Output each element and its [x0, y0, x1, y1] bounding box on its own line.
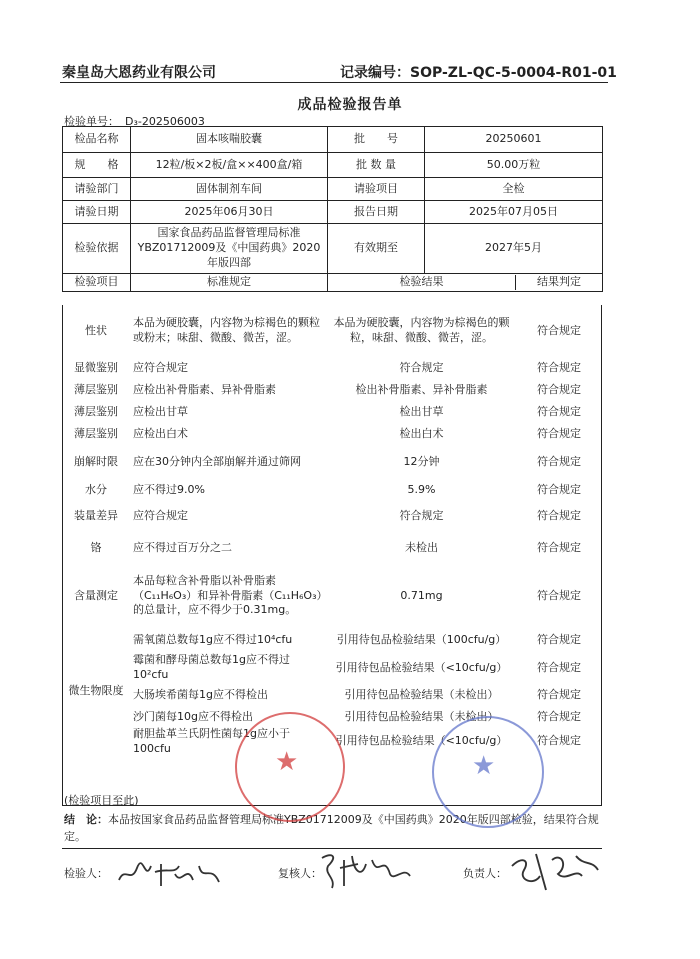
end-note: (检验项目至此) [64, 794, 139, 807]
expiry-value: 2027年5月 [425, 224, 603, 274]
row-item: 显微鉴别 [74, 360, 118, 374]
micro-standard: 大肠埃希菌每1g应不得检出 [133, 687, 268, 701]
row-standard: 应不得过9.0% [133, 482, 205, 496]
result-row [62, 501, 602, 531]
row-standard: 本品为硬胶囊，内容物为棕褐色的颗粒或粉末；味甜、微酸、微苦，涩。 [133, 316, 320, 344]
company-seal [235, 712, 345, 822]
row-item: 薄层鉴别 [74, 382, 118, 396]
row-standard: 本品每粒含补骨脂以补骨脂素（C₁₁H₆O₃）和异补骨脂素（C₁₁H₆O₃）的总量计，应不得少于0.31mg。 [133, 573, 322, 617]
result-row [62, 305, 602, 357]
reviewer-label: 复核人： [278, 867, 322, 880]
responsible-label: 负责人： [463, 867, 507, 880]
dept-value: 固体制剂车间 [131, 178, 328, 201]
result-row [62, 423, 602, 445]
micro-row [62, 683, 602, 707]
spec-label: 规 格 [63, 153, 131, 178]
row-result: 未检出 [405, 540, 438, 554]
seal-star-icon: ★ [275, 747, 299, 777]
inspector-signature [115, 856, 225, 895]
batch-label: 批 号 [328, 127, 425, 153]
row-result: 0.71mg [400, 588, 443, 602]
row-judgment: 符合规定 [537, 508, 581, 522]
row-result: 检出补骨脂素、异补骨脂素 [355, 382, 488, 396]
basis-label: 检验依据 [63, 224, 131, 274]
col-header-item: 检验项目 [63, 274, 131, 292]
row-standard: 应符合规定 [133, 508, 188, 522]
report-date-label: 报告日期 [328, 201, 425, 224]
col-header-standard: 标准规定 [131, 274, 328, 292]
seal-star-icon: ★ [472, 751, 496, 781]
micro-judgment: 符合规定 [537, 660, 581, 674]
result-row [62, 379, 602, 401]
col-header-judgment: 结果判定 [537, 275, 581, 288]
col-header-group [328, 274, 603, 292]
micro-row [62, 653, 602, 683]
row-item: 铬 [90, 540, 102, 554]
row-judgment: 符合规定 [537, 360, 581, 374]
item-value: 全检 [425, 178, 603, 201]
micro-row [62, 627, 602, 653]
conclusion-text: 本品按国家食品药品监督管理局标准YBZ01712009及《中国药典》2020年版四部检验，结果符合规定。 [64, 813, 599, 844]
row-item: 装量差异 [74, 508, 118, 522]
micro-result: 引用待包品检验结果（100cfu/g） [336, 632, 507, 646]
row-judgment: 符合规定 [537, 426, 581, 440]
report-title: 成品检验报告单 [297, 97, 403, 113]
micro-standard: 耐胆盐革兰氏阴性菌每1g应小于100cfu [133, 727, 290, 755]
row-judgment: 符合规定 [537, 382, 581, 396]
expiry-label: 有效期至 [328, 224, 425, 274]
micro-standard: 需氧菌总数每1g应不得过10⁴cfu [133, 632, 293, 646]
quantity-value: 50.00万粒 [425, 153, 603, 178]
row-standard: 应检出白术 [133, 426, 188, 440]
col-header-result: 检验结果 [328, 275, 516, 290]
result-row [62, 357, 602, 379]
row-result: 符合规定 [399, 360, 444, 374]
product-name-label: 检品名称 [63, 127, 131, 153]
row-item: 薄层鉴别 [74, 426, 118, 440]
micro-result: 引用待包品检验结果（<10cfu/g） [335, 660, 508, 674]
row-standard: 应符合规定 [133, 360, 188, 374]
result-row [62, 531, 602, 565]
micro-row [62, 707, 602, 727]
row-standard: 应不得过百万分之二 [133, 540, 232, 554]
info-table [62, 126, 603, 292]
result-row [62, 401, 602, 423]
inspector-signature-image [115, 856, 225, 890]
results-table [62, 305, 602, 757]
inspection-seal [432, 716, 544, 828]
micro-standard: 霉菌和酵母菌总数每1g应不得过10²cfu [133, 653, 290, 681]
inspector-label: 检验人： [64, 867, 108, 880]
row-judgment: 符合规定 [537, 454, 581, 468]
row-judgment: 符合规定 [537, 482, 581, 496]
row-item: 性状 [85, 323, 107, 337]
micro-judgment: 符合规定 [537, 632, 581, 646]
row-judgment: 符合规定 [537, 540, 581, 554]
micro-judgment: 符合规定 [537, 687, 581, 701]
dept-label: 请验部门 [63, 178, 131, 201]
request-date: 2025年06月30日 [131, 201, 328, 224]
responsible-signature [506, 846, 602, 899]
row-judgment: 符合规定 [537, 588, 581, 602]
row-judgment: 符合规定 [537, 404, 581, 418]
row-item: 水分 [85, 482, 107, 496]
basis-value: 国家食品药品监督管理局标准YBZ01712009及《中国药典》2020年版四部 [131, 224, 328, 274]
row-standard: 应在30分钟内全部崩解并通过筛网 [133, 454, 301, 468]
micro-judgment: 符合规定 [537, 734, 581, 748]
quantity-label: 批 数 量 [328, 153, 425, 178]
micro-judgment: 符合规定 [537, 709, 581, 723]
row-judgment: 符合规定 [537, 323, 581, 337]
reviewer-signature [318, 848, 414, 897]
row-result: 检出甘草 [399, 404, 444, 418]
micro-item: 微生物限度 [68, 684, 124, 698]
row-result: 12分钟 [403, 454, 440, 468]
row-standard: 应检出补骨脂素、异补骨脂素 [133, 382, 276, 396]
micro-result: 引用待包品检验结果（未检出） [344, 709, 499, 723]
report-number-value: D₃-202506003 [125, 115, 205, 128]
batch-number: 20250601 [425, 127, 603, 153]
row-standard: 应检出甘草 [133, 404, 188, 418]
header-divider [60, 82, 608, 83]
row-result: 符合规定 [399, 508, 444, 522]
result-row [62, 479, 602, 501]
row-result: 5.9% [407, 482, 436, 496]
conclusion-label: 结 论： [64, 813, 108, 826]
row-item: 含量测定 [74, 588, 118, 602]
report-date: 2025年07月05日 [425, 201, 603, 224]
micro-standard: 沙门菌每10g应不得检出 [133, 709, 253, 723]
row-result: 本品为硬胶囊，内容物为棕褐色的颗粒，味甜、微酸、微苦，涩。 [333, 316, 510, 344]
result-row [62, 565, 602, 627]
row-item: 崩解时限 [74, 454, 118, 468]
product-name: 固本咳喘胶囊 [131, 127, 328, 153]
request-date-label: 请验日期 [63, 201, 131, 224]
micro-result: 引用待包品检验结果（未检出） [344, 687, 499, 701]
report-number-label: 检验单号： [64, 115, 119, 128]
row-result: 检出白术 [399, 426, 444, 440]
reviewer-signature-image [318, 848, 414, 892]
row-item: 薄层鉴别 [74, 404, 118, 418]
item-label: 请验项目 [328, 178, 425, 201]
company-name: 秦皇岛大恩药业有限公司 [62, 65, 216, 81]
record-number: 记录编号：SOP-ZL-QC-5-0004-R01-01 [340, 65, 617, 81]
result-row [62, 445, 602, 479]
responsible-signature-image [506, 846, 602, 894]
micro-result: 引用待包品检验结果（<10cfu/g） [335, 734, 508, 748]
spec-value: 12粒/板×2板/盒××400盒/箱 [131, 153, 328, 178]
